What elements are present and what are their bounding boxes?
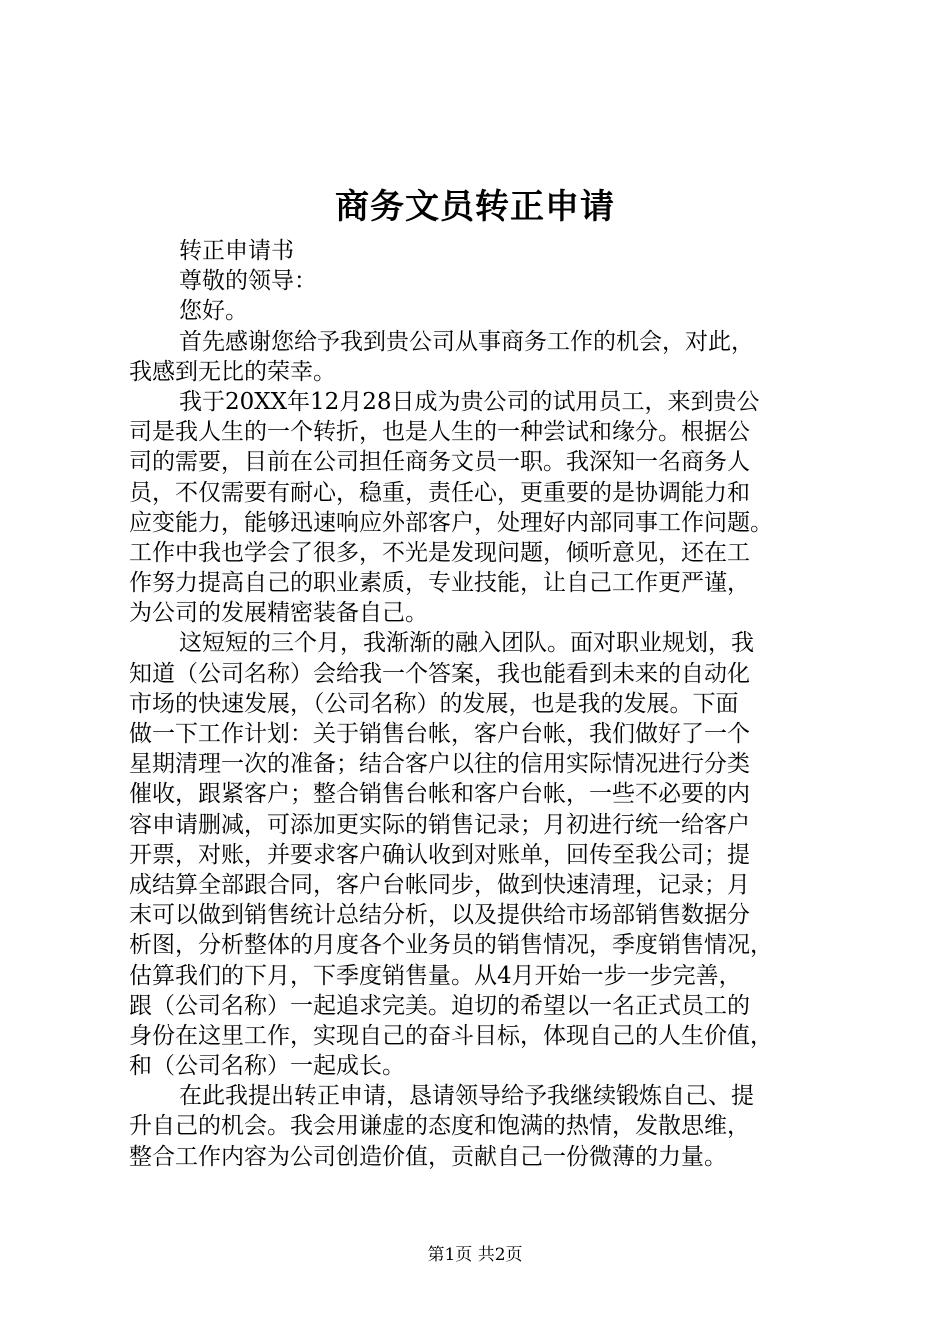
body-line: 您好。: [179, 298, 248, 325]
body-line: 估算我们的下月，下季度销售量。从4月开始一步一步完善，: [129, 962, 742, 989]
body-line: 跟（公司名称）一起追求完美。迫切的希望以一名正式员工的: [129, 992, 750, 1019]
body-line: 升自己的机会。我会用谦虚的态度和饱满的热情，发散思维，: [129, 1113, 750, 1140]
body-line: 星期清理一次的准备；结合客户以往的信用实际情况进行分类: [129, 751, 750, 778]
body-line: 成结算全部跟合同，客户台帐同步，做到快速清理，记录；月: [129, 871, 750, 898]
document-title: 商务文员转正申请: [335, 187, 615, 227]
body-line: 析图，分析整体的月度各个业务员的销售情况，季度销售情况，: [129, 932, 773, 959]
body-line: 应变能力，能够迅速响应外部客户，处理好内部同事工作问题。: [129, 509, 773, 536]
body-line: 转正申请书: [179, 238, 294, 264]
body-line: 作努力提高自己的职业素质，专业技能，让自己工作更严谨，: [129, 570, 750, 597]
body-line: 这短短的三个月，我渐渐的融入团队。面对职业规划，我: [179, 630, 754, 657]
body-line: 做一下工作计划：关于销售台帐，客户台帐，我们做好了一个: [129, 721, 750, 747]
body-line: 为公司的发展精密装备自己。: [129, 600, 428, 627]
document-body: [129, 236, 845, 1172]
body-line: 司的需要，目前在公司担任商务文员一职。我深知一名商务人: [129, 449, 750, 476]
body-line: 在此我提出转正申请，恳请领导给予我继续锻炼自己、提: [179, 1083, 754, 1110]
body-line: 尊敬的领导：: [179, 268, 317, 295]
body-line: 首先感谢您给予我到贵公司从事商务工作的机会，对此，: [179, 328, 754, 355]
body-line: 容申请删减，可添加更实际的销售记录；月初进行统一给客户: [129, 811, 750, 838]
page-number-footer: 第1页 共2页: [427, 1245, 523, 1265]
body-line: 末可以做到销售统计总结分析，以及提供给市场部销售数据分: [129, 902, 750, 929]
body-line: 身份在这里工作，实现自己的奋斗目标，体现自己的人生价值，: [129, 1022, 773, 1049]
body-line: 开票，对账，并要求客户确认收到对账单，回传至我公司；提: [129, 841, 750, 868]
body-line: 和（公司名称）一起成长。: [129, 1053, 405, 1080]
body-line: 知道（公司名称）会给我一个答案，我也能看到未来的自动化: [129, 660, 750, 687]
body-line: 催收，跟紧客户；整合销售台帐和客户台帐，一些不必要的内: [129, 781, 750, 808]
body-line: 我感到无比的荣幸。: [129, 358, 336, 385]
body-line: 员，不仅需要有耐心，稳重，责任心，更重要的是协调能力和: [129, 479, 750, 506]
body-line: 整合工作内容为公司创造价值，贡献自己一份微薄的力量。: [129, 1143, 727, 1170]
body-line: 工作中我也学会了很多，不光是发现问题，倾听意见，还在工: [129, 539, 750, 566]
body-line: 我于20XX年12月28日成为贵公司的试用员工，来到贵公: [179, 388, 760, 415]
body-line: 司是我人生的一个转折，也是人生的一种尝试和缘分。根据公: [129, 419, 750, 446]
body-line: 市场的快速发展，（公司名称）的发展，也是我的发展。下面: [129, 690, 739, 717]
